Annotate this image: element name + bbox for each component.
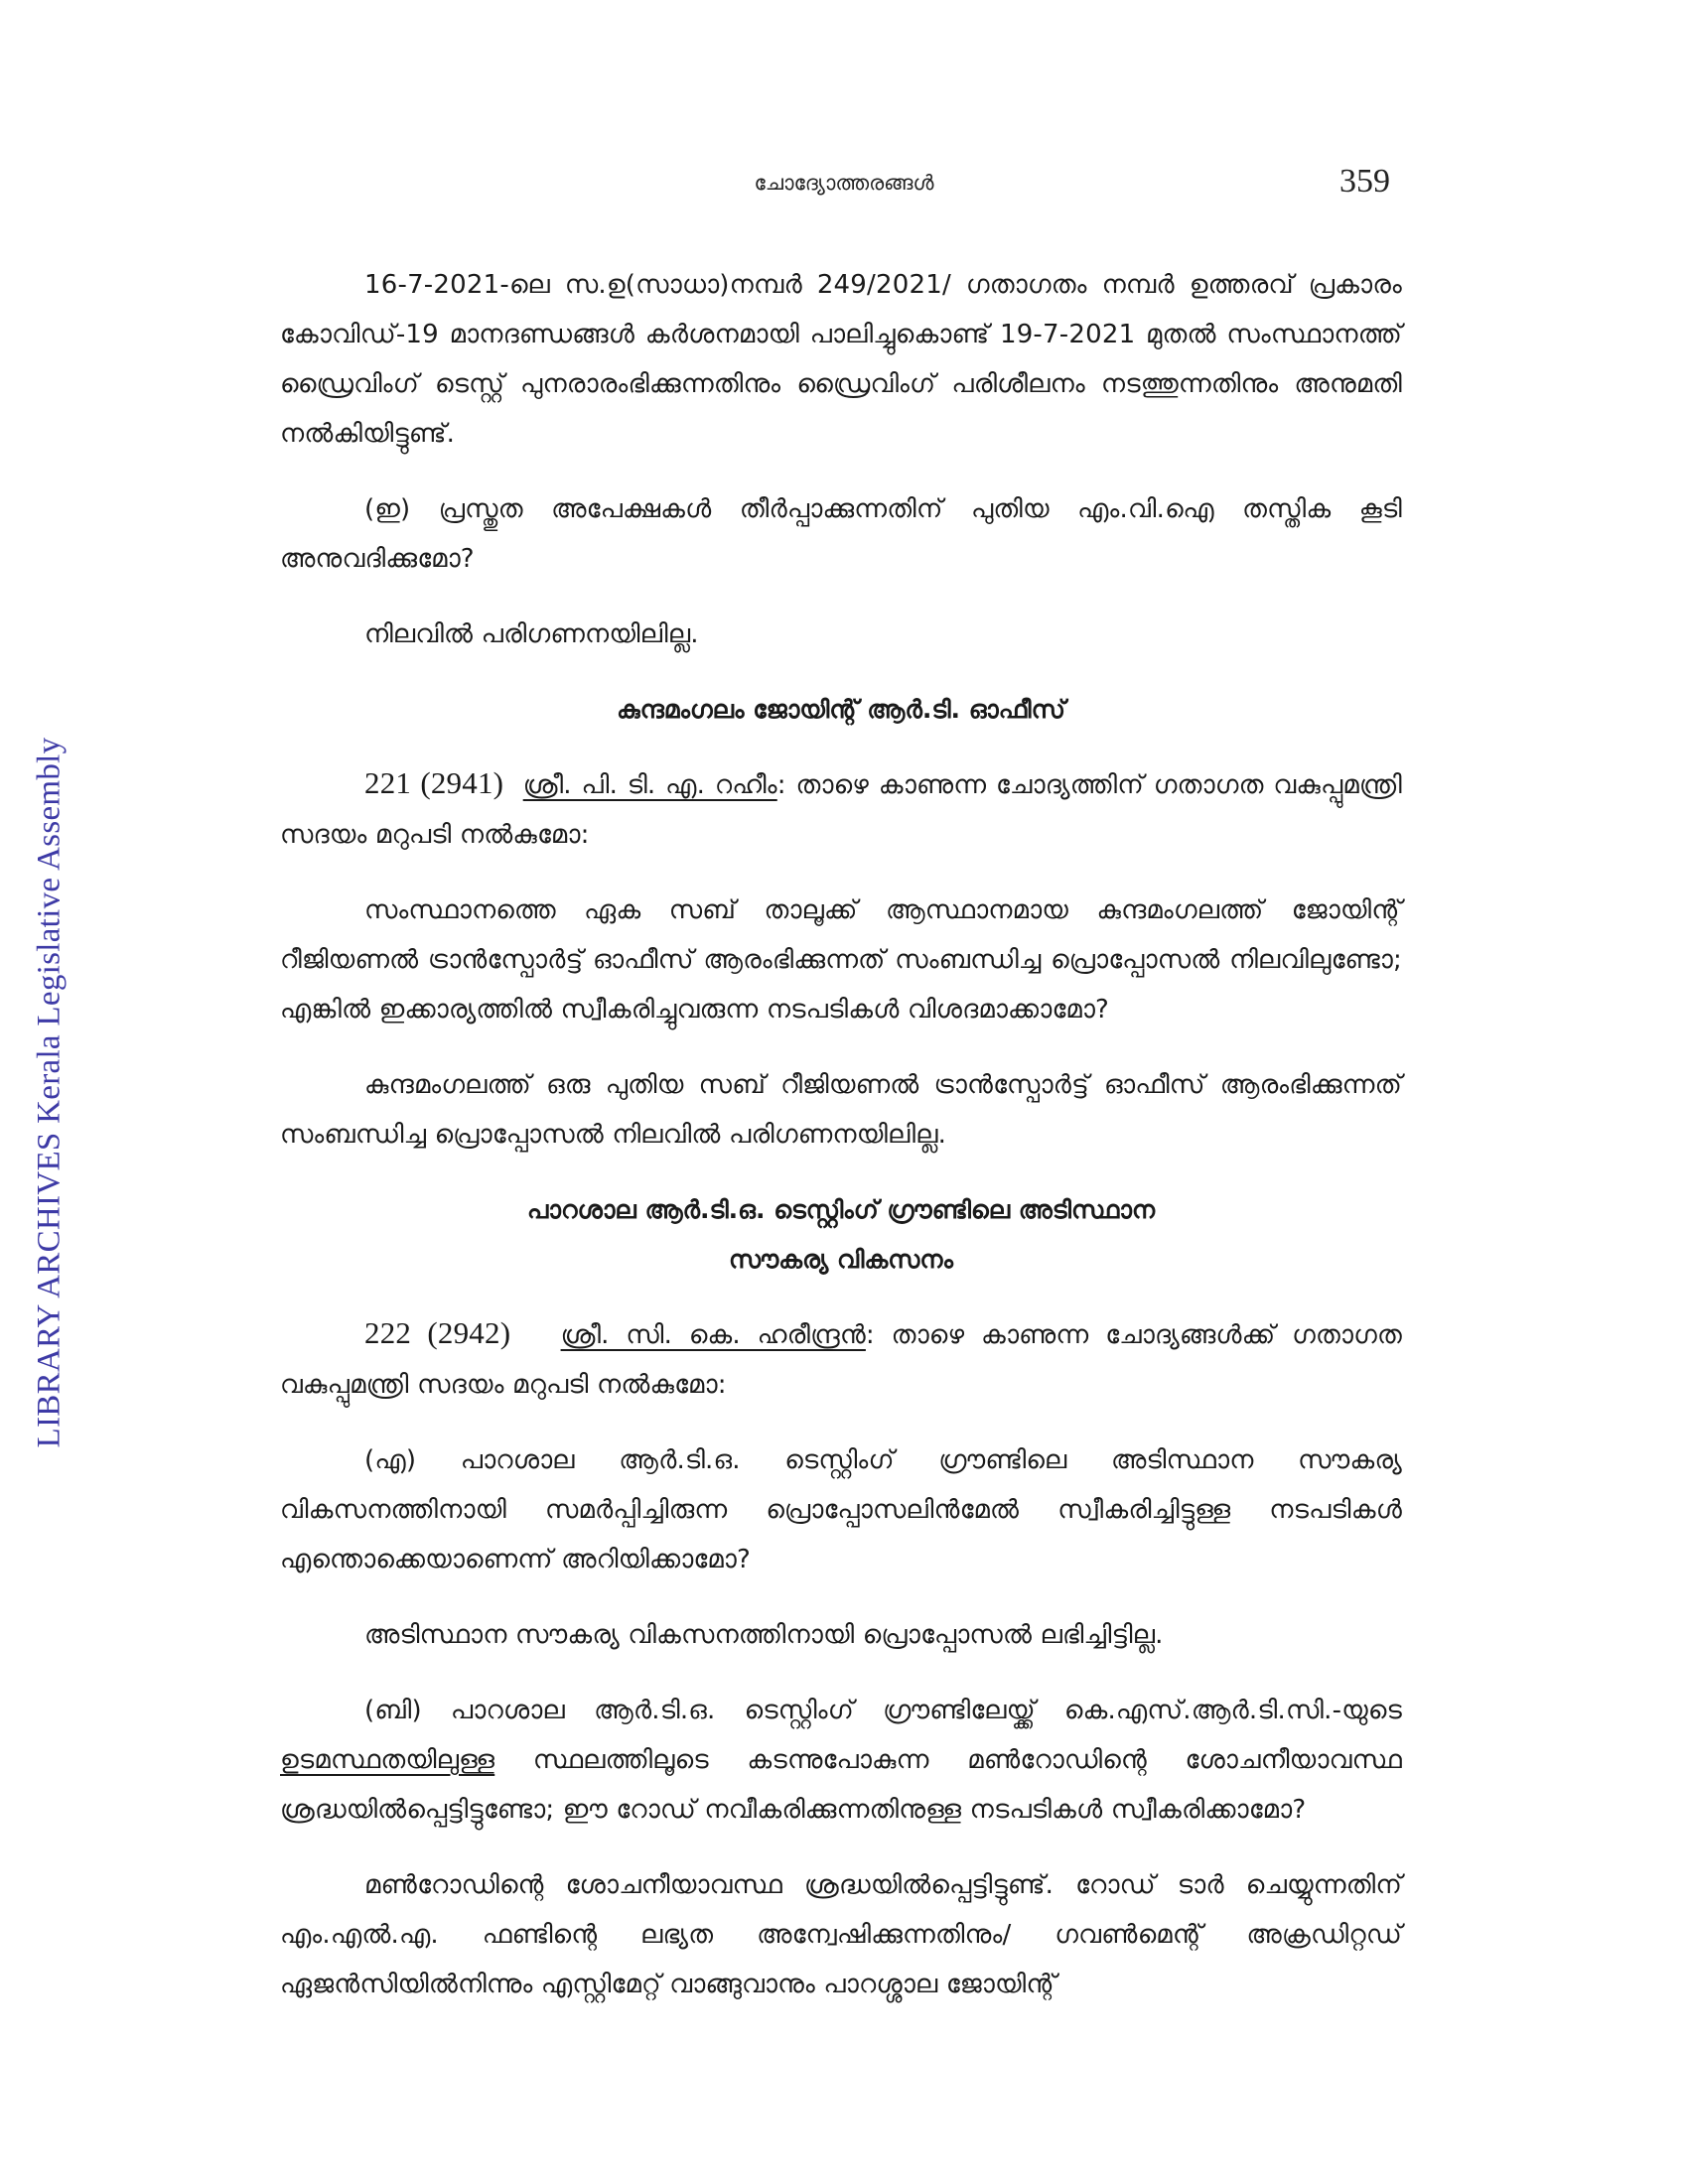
question-221-intro [280,758,1402,860]
answer-221: കുന്ദമംഗലത്ത് ഒരു പുതിയ സബ് റീജിയണൽ ട്രാൻസ്പോർട്ട് ഓഫീസ് ആരംഭിക്കുന്നത് സംബന്ധിച്ച പ്രൊപ്പോസൽ നിലവിൽ പരിഗണനയിലില്ല. [280,1070,1402,1150]
question-222-intro [280,1308,1402,1410]
page-number: 359 [1339,163,1390,200]
question-number: 221 (2941) [364,765,504,800]
section-heading-parassala [280,1185,1402,1285]
member-name: ശ്രീ. പി. ടി. എ. റഹീം [522,770,777,800]
running-header: ചോദ്യോത്തരങ്ങൾ [754,171,934,195]
question-intro-text: : താഴെ കാണുന്ന ചോദ്യത്തിന് ഗതാഗത വകുപ്പുമന്ത്രി സദയം മറുപടി നൽകുമോ: [280,770,1402,850]
answer-a: അടിസ്ഥാന സൗകര്യ വികസനത്തിനായി പ്രൊപ്പോസൽ ലഭിച്ചിട്ടില്ല. [364,1620,1164,1650]
question-b [280,1686,1402,1835]
section-heading-kunnamangalam [280,685,1402,735]
question-b-text-2: സ്ഥലത്തിലൂടെ കടന്നുപോകുന്ന മൺറോഡിന്റെ ശോചനീയാവസ്ഥ ശ്രദ്ധയിൽപ്പെട്ടിട്ടുണ്ടോ; ഈ റോഡ് നവീകരിക്കുന്നതിനുള്ള നടപടികൾ സ്വീകരിക്കാമോ? [280,1745,1402,1825]
question-221: സംസ്ഥാനത്തെ ഏക സബ് താലൂക്ക് ആസ്ഥാനമായ കുന്ദമംഗലത്ത് ജോയിന്റ് റീജിയണൽ ട്രാൻസ്പോർട്ട് ഓഫീസ് ആരംഭിക്കുന്നത് സംബന്ധിച്ച പ്രൊപ്പോസൽ നിലവിലുണ്ടോ; എങ്കിൽ ഇക്കാര്യത്തിൽ സ്വീകരിച്ചുവരുന്ന നടപടികൾ വിശദമാക്കാമോ? [280,895,1402,1024]
question-a: (എ) പാറശാല ആർ.ടി.ഒ. ടെസ്റ്റിംഗ് ഗ്രൗണ്ടിലെ അടിസ്ഥാന സൗകര്യ വികസനത്തിനായി സമർപ്പിച്ചിരുന്ന പ്രൊപ്പോസലിൻമേൽ സ്വീകരിച്ചിട്ടുള്ള നടപടികൾ എന്തൊക്കെയാണെന്ന് അറിയിക്കാമോ? [280,1445,1402,1574]
section-heading-text: കുന്ദമംഗലം ജോയിന്റ് ആർ.ടി. ഓഫീസ് [617,695,1065,724]
member-name: ശ്രീ. സി. കെ. ഹരീന്ദ്രൻ [560,1320,866,1350]
answer-e: നിലവിൽ പരിഗണനയിലില്ല. [364,619,699,649]
question-b-underlined: ഉടമസ്ഥതയിലുള്ള [280,1745,495,1775]
question-e: (ഇ) പ്രസ്തുത അപേക്ഷകൾ തീർപ്പാക്കുന്നതിന് പുതിയ എം.വി.ഐ തസ്തിക കൂടി അനുവദിക്കുമോ? [280,494,1402,574]
archive-watermark [30,735,70,1449]
question-b-text-1: (ബി) പാറശാല ആർ.ടി.ഒ. ടെസ്റ്റിംഗ് ഗ്രൗണ്ടിലേയ്ക്ക് കെ.എസ്.ആർ.ടി.സി.-യുടെ [364,1696,1402,1725]
question-intro-text: : താഴെ കാണുന്ന ചോദ്യങ്ങൾക്ക് ഗതാഗത വകുപ്പുമന്ത്രി സദയം മറുപടി നൽകുമോ: [280,1320,1402,1400]
watermark-text: LIBRARY ARCHIVES Kerala Legislative Assembly [31,737,68,1447]
section-heading-line-2: സൗകര്യ വികസനം [729,1245,953,1274]
question-number: 222 (2942) [364,1315,511,1350]
answer-b: മൺറോഡിന്റെ ശോചനീയാവസ്ഥ ശ്രദ്ധയിൽപ്പെട്ടിട്ടുണ്ട്. റോഡ് ടാർ ചെയ്യുന്നതിന് എം.എൽ.എ. ഫണ്ടിന്റെ ലഭ്യത അന്വേഷിക്കുന്നതിനും/ ഗവൺമെന്റ് അക്രഡിറ്റഡ് ഏജൻസിയിൽനിന്നും എസ്റ്റിമേറ്റ് വാങ്ങുവാനും പാറശ്ശാല ജോയിന്റ് [280,1870,1402,1999]
page-body [280,260,1402,2035]
answer-paragraph: 16-7-2021-ലെ സ.ഉ(സാധാ)നമ്പർ 249/2021/ ഗതാഗതം നമ്പർ ഉത്തരവ് പ്രകാരം കോവിഡ്-19 മാനദണ്ഡങ്ങൾ കർശനമായി പാലിച്ചുകൊണ്ട് 19-7-2021 മുതൽ സംസ്ഥാനത്ത് ഡ്രൈവിംഗ് ടെസ്റ്റ് പുനരാരംഭിക്കുന്നതിനും ഡ്രൈവിംഗ് പരിശീലനം നടത്തുന്നതിനും അനുമതി നൽകിയിട്ടുണ്ട്. [280,270,1402,449]
section-heading-line-1: പാറശാല ആർ.ടി.ഒ. ടെസ്റ്റിംഗ് ഗ്രൗണ്ടിലെ അടിസ്ഥാന [526,1195,1156,1224]
